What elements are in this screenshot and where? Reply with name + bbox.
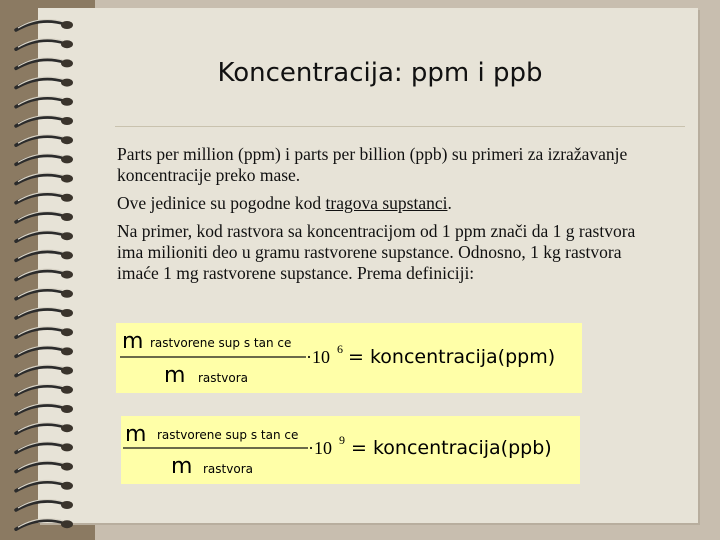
- binding-ring: [16, 365, 73, 375]
- binding-ring: [16, 384, 73, 394]
- paragraph-2-text: Ove jedinice su pogodne kod: [117, 193, 326, 213]
- formula-ppm-multiplier: ·10: [306, 347, 330, 367]
- paragraph-2-end: .: [447, 193, 452, 213]
- binding-ring: [16, 480, 73, 490]
- binding-ring: [16, 77, 73, 87]
- formula-ppb-den-m: m: [171, 454, 193, 479]
- formula-ppm-num-m: m: [122, 329, 144, 354]
- paragraph-1: Parts per million (ppm) i parts per billion (ppb) su primeri za izražavanje koncentracije preko mase.: [117, 144, 628, 185]
- binding-ring: [16, 116, 73, 126]
- slide-body: [117, 144, 662, 291]
- binding-ring: [16, 404, 73, 414]
- binding-ring: [16, 154, 73, 164]
- title-divider: [115, 126, 685, 127]
- formula-ppm-exponent: 6: [337, 342, 343, 356]
- formula-ppm-den-m: m: [164, 363, 186, 388]
- paragraph-2: [117, 193, 662, 214]
- formula-ppb-multiplier: ·10: [308, 438, 332, 458]
- formula-ppm-den-sub: rastvora: [198, 371, 248, 385]
- formula-ppm: [116, 323, 582, 393]
- binding-ring: [16, 96, 73, 106]
- binding-ring: [16, 346, 73, 356]
- binding-ring: [16, 327, 73, 337]
- formula-ppb-result: = koncentracija(ppb): [351, 437, 552, 459]
- spiral-binding: [0, 0, 100, 540]
- binding-ring: [16, 423, 73, 433]
- formula-ppm-result: = koncentracija(ppm): [348, 346, 556, 368]
- binding-ring: [16, 173, 73, 183]
- binding-ring: [16, 192, 73, 202]
- paragraph-3: Na primer, kod rastvora sa koncentracijom od 1 ppm znači da 1 g rastvora ima milioniti deo u gramu rastvorene supstance. Odnosno, 1 kg rastvora imaće 1 mg rastvorene supstance. Prema definiciji:: [117, 221, 636, 283]
- formula-ppm-num-sub: rastvorene sup s tan ce: [150, 336, 292, 350]
- binding-ring: [16, 39, 73, 49]
- slide-title: Koncentracija: ppm i ppb: [217, 58, 543, 88]
- binding-ring: [16, 519, 73, 529]
- formula-ppb-exponent: 9: [339, 433, 345, 447]
- binding-ring: [16, 500, 73, 510]
- binding-ring: [16, 308, 73, 318]
- binding-ring: [16, 269, 73, 279]
- binding-ring: [16, 288, 73, 298]
- binding-ring: [16, 212, 73, 222]
- binding-ring: [16, 58, 73, 68]
- formula-ppb-num-m: m: [125, 422, 147, 447]
- binding-ring: [16, 461, 73, 471]
- binding-ring: [16, 442, 73, 452]
- trace-substances-underlined: tragova supstanci: [325, 193, 448, 213]
- formula-ppb-num-sub: rastvorene sup s tan ce: [157, 428, 299, 442]
- binding-ring: [16, 135, 73, 145]
- formula-ppb-den-sub: rastvora: [203, 462, 253, 476]
- binding-ring: [16, 250, 73, 260]
- formula-ppb: [121, 416, 580, 484]
- binding-ring: [16, 20, 73, 30]
- binding-ring: [16, 231, 73, 241]
